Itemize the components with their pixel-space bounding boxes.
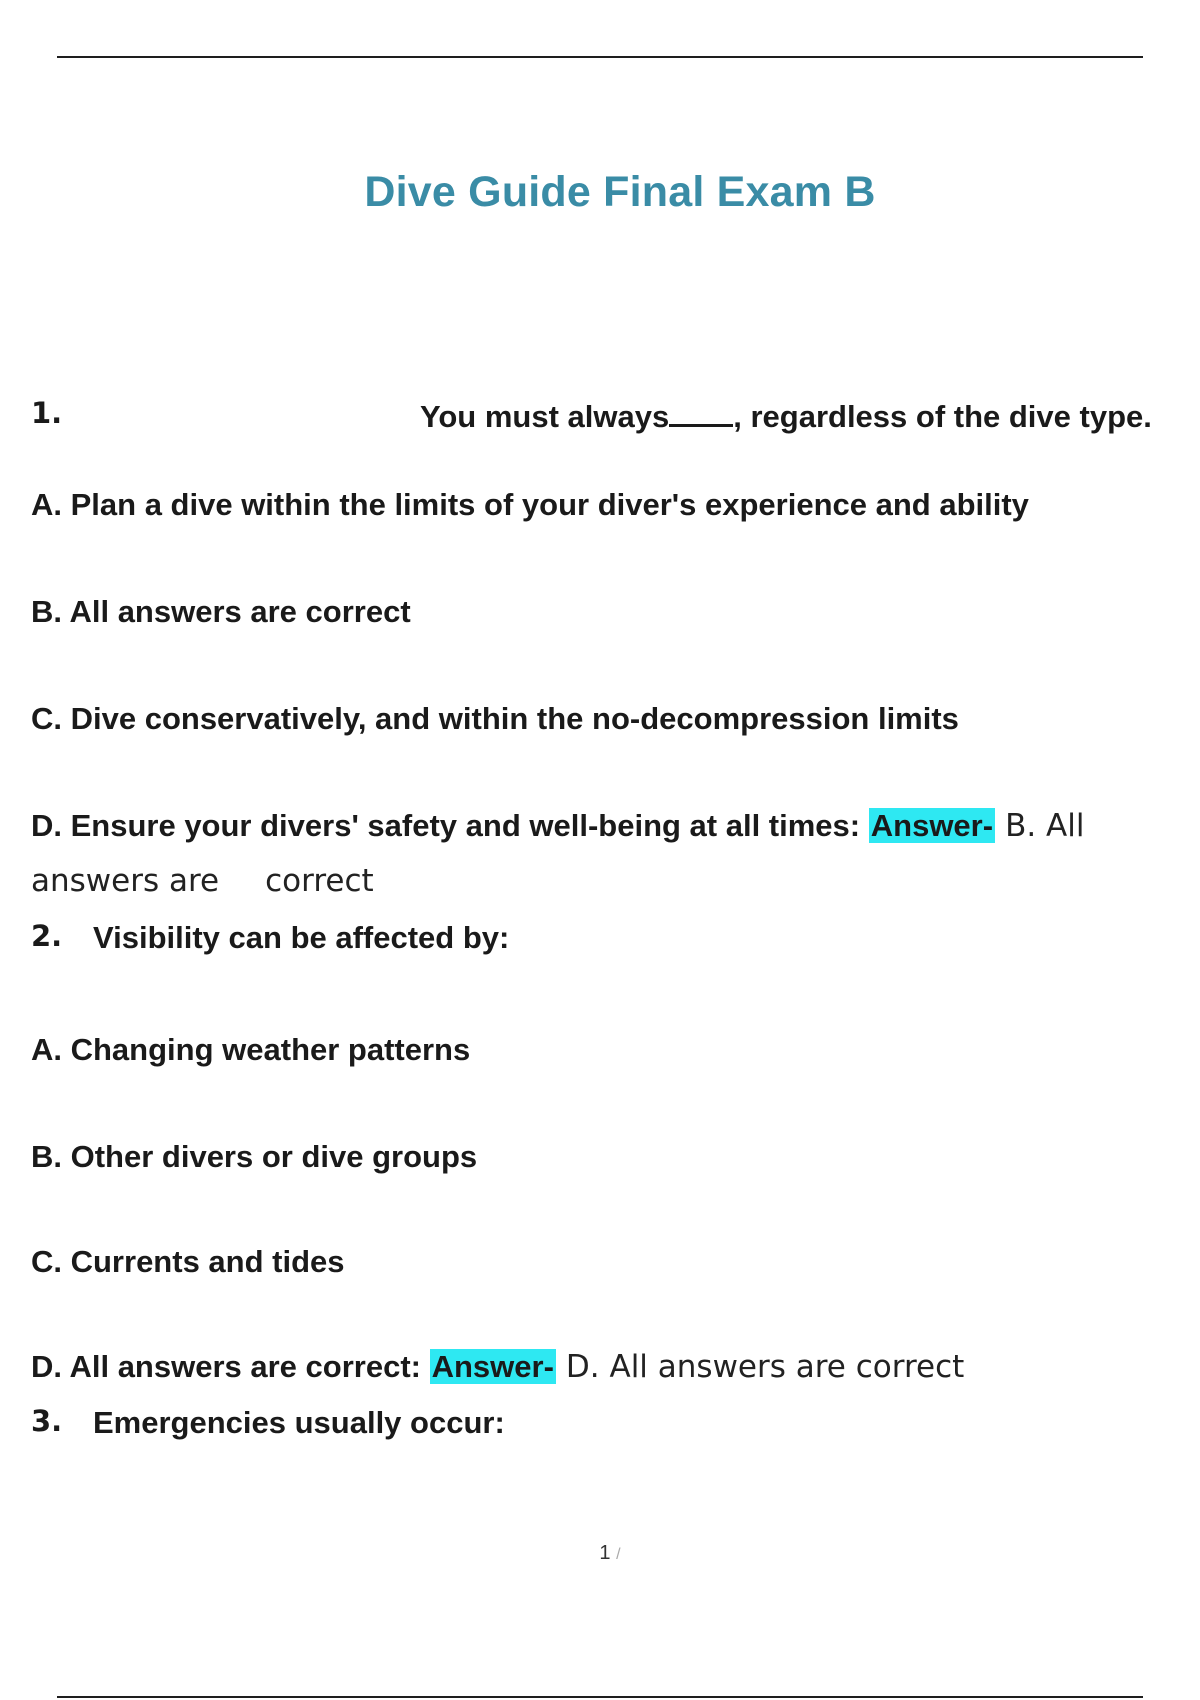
question-1-blank [669,396,733,427]
page-number-separator: / [616,1546,621,1563]
question-1-option-a: A. Plan a dive within the limits of your diver's experience and ability [31,487,1029,522]
question-1-stem [420,396,1152,435]
question-1-option-b: B. All answers are correct [31,594,411,629]
question-1-option-d-text: D. Ensure your divers' safety and well-being at all times: [31,808,861,843]
question-2-answer-text: D. All answers are correct [565,1349,965,1385]
question-1-stem-before: You must always [420,399,670,434]
question-2-option-c: C. Currents and tides [31,1244,345,1279]
question-1-answer-continued [31,863,374,899]
document-title: Dive Guide Final Exam B [364,168,876,216]
question-1-answer-continued-b: correct [265,863,374,899]
question-3-number: 3. [31,1404,63,1438]
top-rule [57,56,1143,58]
question-2-answer-highlight: Answer- [431,1349,554,1384]
question-2-option-d [31,1349,964,1385]
question-2-option-a: A. Changing weather patterns [31,1032,471,1067]
question-2-option-b: B. Other divers or dive groups [31,1139,478,1174]
question-1-answer-continued-a: answers are [31,863,220,899]
question-1-answer-text: B. All [1005,808,1085,844]
question-2-option-d-text: D. All answers are correct: [31,1349,421,1384]
page-number [0,1542,1200,1565]
question-1-option-c: C. Dive conservatively, and within the no-decompression limits [31,701,959,736]
question-1-option-d [31,808,1084,844]
page-number-value: 1 [599,1542,611,1564]
question-1-number: 1. [31,396,63,430]
question-1-answer-highlight: Answer- [870,808,994,843]
bottom-rule [57,1696,1143,1698]
question-3-stem: Emergencies usually occur: [93,1405,505,1440]
question-2-stem: Visibility can be affected by: [93,920,510,955]
question-2-number: 2. [31,919,63,953]
question-1-stem-after: , regardless of the dive type. [733,399,1152,434]
